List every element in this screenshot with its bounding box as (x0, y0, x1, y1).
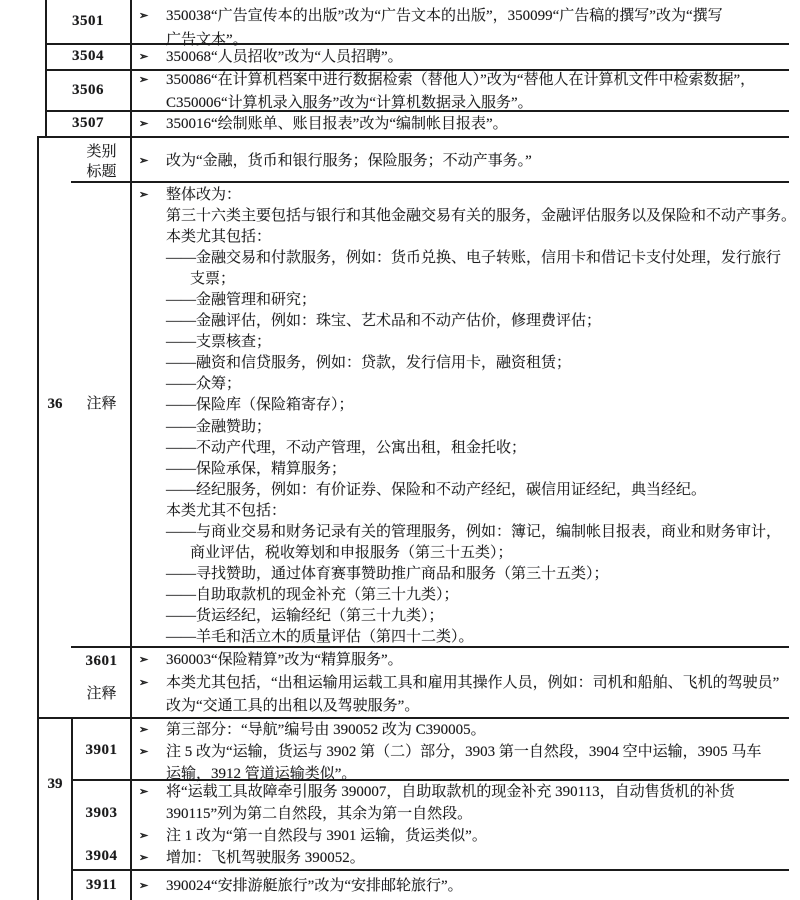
note-text: ——众筹； (166, 376, 242, 393)
change-text: 将“运载工具故障牵引服务 390007，自助取款机的现金补充 390113，自动售货机的补货 (166, 784, 735, 800)
change-text: 本类尤其包括，“出租运输用运载工具和雇用其操作人员，例如：司机和船舶、飞机的驾驶员” (166, 675, 780, 692)
row-3507-content (132, 112, 792, 136)
arrow-bullet-icon: ➢ (139, 724, 149, 736)
change-item (132, 874, 792, 898)
note-line (132, 248, 792, 269)
note-line (132, 353, 792, 374)
change-text: 第三部分：“导航”编号由 390052 改为 C390005。 (166, 722, 486, 738)
change-item (132, 847, 792, 869)
note-line (132, 417, 792, 438)
row-3911-content (132, 874, 792, 898)
arrow-bullet-icon: ➢ (139, 852, 149, 864)
change-text: 350068“人员招收”改为“人员招聘”。 (166, 49, 403, 65)
change-item (132, 719, 792, 741)
note-text: 整体改为： (166, 187, 242, 203)
note-text: ——不动产代理，不动产管理，公寓出租，租金托收； (166, 439, 527, 456)
arrow-bullet-icon: ➢ (139, 118, 149, 130)
note-line-continuation (132, 269, 792, 290)
change-text: 390024“安排游艇旅行”改为“安排邮轮旅行”。 (166, 878, 463, 894)
change-text: 广告文本”。 (166, 32, 248, 48)
arrow-bullet-icon: ➢ (139, 677, 149, 690)
subclass-label-3904: 3904 (85, 848, 118, 864)
note-line (132, 438, 792, 459)
note-text: ——羊毛和活立木的质量评估（第四十二类）。 (166, 628, 474, 645)
note-line (132, 332, 792, 353)
table-border (71, 869, 789, 871)
note-text: ——融资和信贷服务，例如：贷款，发行信用卡，融资租赁； (166, 355, 572, 372)
arrow-bullet-icon: ➢ (139, 654, 149, 666)
change-item (132, 112, 792, 136)
note-line (132, 185, 792, 206)
note-line (132, 501, 792, 522)
change-item (132, 672, 792, 695)
note-text: ——自助取款机的现金补充（第三十九类）； (166, 586, 459, 603)
note-line-continuation (132, 543, 792, 564)
note-text: 本类尤其不包括： (166, 502, 287, 519)
class-number-39: 39 (47, 776, 63, 792)
change-text: 改为“金融，货币和银行服务；保险服务；不动产事务。” (166, 153, 532, 169)
change-text: 增加：飞机驾驶服务 390052。 (166, 850, 365, 866)
note-line (132, 290, 792, 311)
note-text: ——金融交易和付款服务，例如：货币兑换、电子转账，信用卡和借记卡支付处理，发行旅行 (166, 250, 782, 267)
change-item-continuation (132, 695, 792, 718)
class-number-36: 36 (47, 396, 63, 412)
note-line (132, 311, 792, 332)
arrow-bullet-icon: ➢ (139, 786, 149, 798)
note-text: ——保险库（保险箱寄存）； (166, 397, 354, 414)
change-item (132, 45, 792, 69)
note-text: ——金融评估，例如：珠宝、艺术品和不动产估价，修理费评估； (166, 313, 602, 330)
note-text: ——货运经纪，运输经纪（第三十九类）； (166, 607, 444, 624)
arrow-bullet-icon: ➢ (139, 189, 149, 201)
note-text: 支票； (190, 271, 236, 288)
change-text: 运输，3912 管道运输类似”。 (166, 766, 357, 783)
note-text: 本类尤其包括： (166, 229, 272, 246)
note-line (132, 227, 792, 248)
change-text: 改为“交通工具的出租以及驾驶服务”。 (166, 698, 420, 715)
arrow-bullet-icon: ➢ (139, 746, 149, 759)
subclass-label-3507: 3507 (72, 115, 104, 131)
change-text: 350038“广告宣传本的出版”改为“广告文本的出版”，350099“广告稿的撰写”改为“撰写 (166, 8, 723, 24)
table-border (71, 181, 789, 183)
note-line (132, 522, 792, 543)
table-border (37, 136, 789, 138)
row-3504-content (132, 45, 792, 69)
note-line (132, 480, 792, 501)
note-line (132, 627, 792, 648)
note-text: ——寻找赞助，通过体育赛事赞助推广商品和服务（第三十五类）； (166, 565, 609, 582)
change-text: 注 5 改为“运输，货运与 3902 第（二）部分，3903 第一自然段，3904 空中运输，3905 马车 (166, 744, 762, 761)
note-text: ——与商业交易和财务记录有关的管理服务，例如：簿记，编制帐目报表，商业和财务审计， (166, 523, 782, 540)
note-line (132, 374, 792, 395)
subclass-label-3506: 3506 (72, 82, 104, 98)
change-text: 360003“保险精算”改为“精算服务”。 (166, 652, 403, 668)
subclass-label-note-36: 注释 (86, 396, 117, 412)
change-text: 350086“在计算机档案中进行数据检索（替他人）”改为“替他人在计算机文件中检索数据”， (166, 72, 756, 88)
note-line (132, 206, 797, 227)
row-3601-content (132, 649, 792, 719)
change-item (132, 649, 792, 672)
note-line (132, 459, 792, 480)
note-line (132, 564, 792, 585)
change-item (132, 149, 792, 173)
subclass-label-3901: 3901 (85, 742, 118, 758)
row-category-title-content (132, 149, 792, 173)
change-text: 390115”列为第二自然段，其余为第一自然段。 (166, 806, 473, 822)
change-item (132, 4, 792, 28)
arrow-bullet-icon: ➢ (139, 74, 149, 86)
subclass-label-category-title (73, 142, 130, 182)
change-text: 注 1 改为“第一自然段与 3901 运输，货运类似”。 (166, 828, 487, 844)
subclass-label-3903: 3903 (85, 805, 118, 821)
subclass-label-note-3601: 注释 (86, 686, 117, 702)
row-3903-3904-content (132, 781, 792, 869)
note-text: ——经纪服务，例如：有价证券、保险和不动产经纪，碳信用证经纪，典当经纪。 (166, 481, 707, 498)
note-line (132, 395, 792, 416)
arrow-bullet-icon: ➢ (139, 830, 149, 842)
note-text: ——保险承保，精算服务； (166, 460, 347, 477)
note-text: ——支票核查； (166, 334, 272, 351)
change-item-continuation (132, 803, 792, 825)
row-3506-content (132, 69, 792, 115)
change-item (132, 781, 792, 803)
change-item (132, 741, 792, 763)
category-title-line2: 标题 (86, 164, 117, 180)
note-text: 第三十六类主要包括与银行和其他金融交易有关的服务，金融评估服务以及保险和不动产事务。 (166, 208, 797, 225)
row-3901-content (132, 719, 792, 786)
row-note-36-content (132, 185, 797, 648)
note-line (132, 585, 792, 606)
change-item (132, 69, 792, 92)
category-title-line1: 类别 (86, 144, 117, 160)
change-text: C350006“计算机录入服务”改为“计算机数据录入服务”。 (166, 95, 533, 111)
subclass-label-3601: 3601 (85, 653, 118, 669)
change-item (132, 825, 792, 847)
note-text: ——金融管理和研究； (166, 292, 317, 309)
subclass-label-3911: 3911 (85, 877, 118, 893)
arrow-bullet-icon: ➢ (139, 51, 149, 63)
note-text: 商业评估，税收筹划和申报服务（第三十五类）； (190, 544, 513, 561)
subclass-label-3504: 3504 (72, 48, 104, 64)
arrow-bullet-icon: ➢ (139, 880, 149, 892)
arrow-bullet-icon: ➢ (139, 10, 149, 22)
arrow-bullet-icon: ➢ (139, 155, 149, 167)
note-text: ——金融赞助； (166, 418, 272, 435)
change-text: 350016“绘制账单、账目报表”改为“编制帐目报表”。 (166, 116, 508, 132)
note-line (132, 606, 792, 627)
subclass-label-3501: 3501 (72, 13, 104, 29)
